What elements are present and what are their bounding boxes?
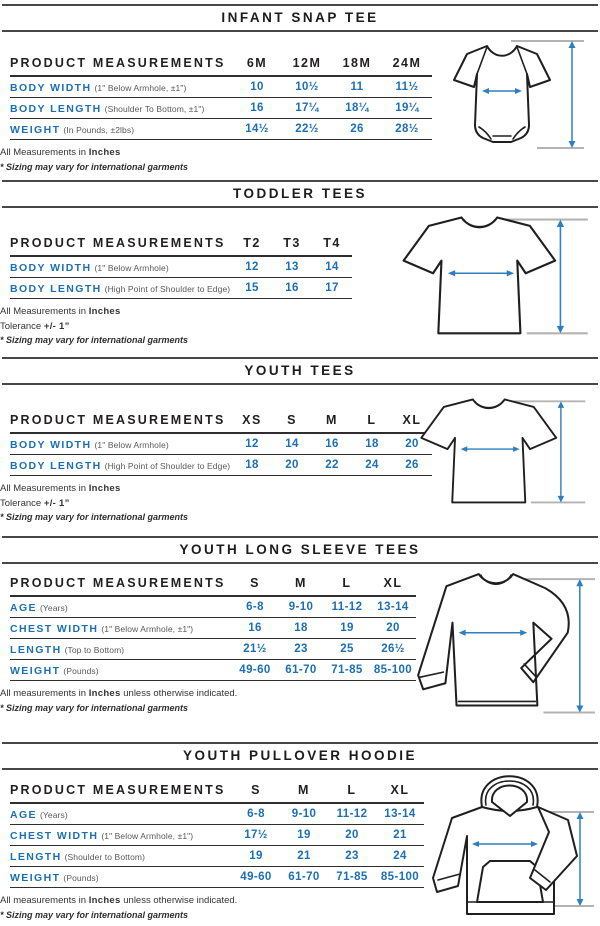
row-label-cell bbox=[10, 867, 232, 888]
value-cell: 18 bbox=[352, 433, 392, 455]
value-cell: 13 bbox=[272, 256, 312, 278]
row-label-cell bbox=[10, 596, 232, 618]
row-note: (In Pounds, ±2lbs) bbox=[63, 125, 135, 135]
size-column-header: 12M bbox=[282, 56, 332, 76]
row-label: BODY LENGTH bbox=[10, 460, 102, 472]
row-note: (1" Below Armhole) bbox=[94, 263, 169, 273]
value-cell: 71-85 bbox=[324, 660, 370, 681]
row-label: BODY LENGTH bbox=[10, 103, 102, 115]
section-infant-snap-tee bbox=[0, 0, 600, 180]
value-cell: 26 bbox=[392, 455, 432, 476]
value-cell: 17½ bbox=[232, 825, 280, 846]
row-label: WEIGHT bbox=[10, 665, 61, 677]
value-cell: 22½ bbox=[282, 119, 332, 140]
measurement-row bbox=[10, 76, 432, 98]
value-cell: 19 bbox=[232, 846, 280, 867]
measurement-row bbox=[10, 119, 432, 140]
value-cell: 16 bbox=[232, 618, 278, 639]
value-cell: 10½ bbox=[282, 76, 332, 98]
row-note: (High Point of Shoulder to Edge) bbox=[104, 284, 231, 294]
measurement-footnote: Tolerance +/- 1” bbox=[0, 497, 70, 509]
youth-tee-illustration bbox=[411, 391, 589, 511]
value-cell: 24 bbox=[376, 846, 424, 867]
value-cell: 21 bbox=[376, 825, 424, 846]
size-column-header: T2 bbox=[232, 236, 272, 256]
value-cell: 24 bbox=[352, 455, 392, 476]
section-title: TODDLER TEES bbox=[232, 186, 367, 201]
row-label-cell bbox=[10, 76, 232, 98]
pullover-hoodie-illustration bbox=[422, 760, 597, 922]
row-note: (Pounds) bbox=[63, 666, 99, 676]
value-cell: 20 bbox=[328, 825, 376, 846]
row-label: WEIGHT bbox=[10, 872, 61, 884]
measurement-table bbox=[10, 783, 424, 888]
sizing-disclaimer: * Sizing may vary for international garments bbox=[0, 161, 189, 172]
value-cell: 19 bbox=[324, 618, 370, 639]
measurement-footnote: All Measurements in Inches bbox=[0, 306, 121, 317]
value-cell: 19 bbox=[280, 825, 328, 846]
value-cell: 11-12 bbox=[328, 803, 376, 825]
row-note: (Top to Bottom) bbox=[64, 645, 125, 655]
table-header-label: PRODUCT MEASUREMENTS bbox=[10, 56, 232, 76]
value-cell: 20 bbox=[392, 433, 432, 455]
row-label-cell bbox=[10, 256, 232, 278]
value-cell: 23 bbox=[278, 639, 324, 660]
measurement-row bbox=[10, 278, 352, 299]
measurement-footnote: All measurements in Inches unless otherwise indicated. bbox=[0, 895, 238, 906]
section-header bbox=[2, 536, 598, 564]
measurement-footnote: All measurements in Inches unless otherwise indicated. bbox=[0, 688, 238, 699]
value-cell: 18 bbox=[232, 455, 272, 476]
section-youth-long-sleeve-tees bbox=[0, 536, 600, 742]
size-column-header: XL bbox=[392, 413, 432, 433]
measurement-footnote: All Measurements in Inches bbox=[0, 147, 121, 158]
table-header-label: PRODUCT MEASUREMENTS bbox=[10, 576, 232, 596]
size-column-header: S bbox=[272, 413, 312, 433]
long-sleeve-tee-illustration bbox=[406, 564, 598, 734]
row-label: LENGTH bbox=[10, 851, 62, 863]
value-cell: 49-60 bbox=[232, 660, 278, 681]
row-note: (1" Below Armhole, ±1") bbox=[101, 624, 194, 634]
size-column-header: XS bbox=[232, 413, 272, 433]
row-label-cell bbox=[10, 433, 232, 455]
measurement-row bbox=[10, 867, 424, 888]
size-column-header: M bbox=[278, 576, 324, 596]
row-note: (1" Below Armhole, ±1") bbox=[94, 83, 187, 93]
section-title: YOUTH LONG SLEEVE TEES bbox=[179, 542, 421, 557]
value-cell: 16 bbox=[232, 98, 282, 119]
row-note: (Shoulder To Bottom, ±1") bbox=[104, 104, 205, 114]
sizing-disclaimer: * Sizing may vary for international garments bbox=[0, 512, 189, 522]
row-label-cell bbox=[10, 119, 232, 140]
value-cell: 6-8 bbox=[232, 596, 278, 618]
length-arrow bbox=[576, 579, 583, 712]
value-cell: 11 bbox=[332, 76, 382, 98]
measurement-row bbox=[10, 596, 416, 618]
hoodie-outline bbox=[433, 776, 577, 914]
body-length-arrow bbox=[558, 401, 565, 502]
value-cell: 10 bbox=[232, 76, 282, 98]
size-column-header: T4 bbox=[312, 236, 352, 256]
row-label-cell bbox=[10, 846, 232, 867]
row-note: (Years) bbox=[39, 603, 68, 613]
size-column-header: L bbox=[324, 576, 370, 596]
toddler-tee-illustration bbox=[392, 208, 592, 343]
value-cell: 71-85 bbox=[328, 867, 376, 888]
sizing-disclaimer: * Sizing may vary for international garments bbox=[0, 909, 189, 920]
row-label-cell bbox=[10, 660, 232, 681]
length-arrow bbox=[577, 812, 584, 906]
measurement-footnote: Tolerance +/- 1” bbox=[0, 320, 70, 332]
value-cell: 11-12 bbox=[324, 596, 370, 618]
value-cell: 11½ bbox=[382, 76, 432, 98]
value-cell: 18 bbox=[278, 618, 324, 639]
row-label: WEIGHT bbox=[10, 124, 61, 136]
size-column-header: T3 bbox=[272, 236, 312, 256]
size-column-header: 6M bbox=[232, 56, 282, 76]
value-cell: 14 bbox=[272, 433, 312, 455]
section-header bbox=[2, 180, 598, 208]
row-label: BODY WIDTH bbox=[10, 82, 92, 94]
value-cell: 9-10 bbox=[278, 596, 324, 618]
value-cell: 21 bbox=[280, 846, 328, 867]
row-label-cell bbox=[10, 825, 232, 846]
measurement-table bbox=[10, 413, 432, 476]
section-title: YOUTH PULLOVER HOODIE bbox=[182, 748, 417, 763]
body-length-arrow bbox=[557, 220, 564, 334]
value-cell: 6-8 bbox=[232, 803, 280, 825]
measurement-row bbox=[10, 803, 424, 825]
section-youth-tees bbox=[0, 357, 600, 536]
value-cell: 9-10 bbox=[280, 803, 328, 825]
row-note: (Shoulder to Bottom) bbox=[64, 852, 146, 862]
section-header bbox=[2, 4, 598, 32]
measurement-row bbox=[10, 846, 424, 867]
value-cell: 26 bbox=[332, 119, 382, 140]
measurement-row bbox=[10, 455, 432, 476]
value-cell: 61-70 bbox=[278, 660, 324, 681]
size-column-header: XL bbox=[370, 576, 416, 596]
long-sleeve-outline bbox=[418, 574, 569, 705]
row-label: BODY WIDTH bbox=[10, 262, 92, 274]
body-length-arrow bbox=[569, 41, 576, 148]
value-cell: 16 bbox=[272, 278, 312, 299]
tee-outline bbox=[421, 399, 556, 502]
value-cell: 25 bbox=[324, 639, 370, 660]
row-label-cell bbox=[10, 98, 232, 119]
value-cell: 13-14 bbox=[370, 596, 416, 618]
row-label: AGE bbox=[10, 809, 37, 821]
sizing-disclaimer: * Sizing may vary for international garments bbox=[0, 335, 189, 345]
measurement-footnote: All Measurements in Inches bbox=[0, 483, 121, 494]
row-label-cell bbox=[10, 278, 232, 299]
size-column-header: 24M bbox=[382, 56, 432, 76]
measurement-table bbox=[10, 56, 432, 140]
size-column-header: XL bbox=[376, 783, 424, 803]
row-label-cell bbox=[10, 455, 232, 476]
size-column-header: L bbox=[328, 783, 376, 803]
value-cell: 61-70 bbox=[280, 867, 328, 888]
value-cell: 12 bbox=[232, 256, 272, 278]
row-label-cell bbox=[10, 618, 232, 639]
measurement-row bbox=[10, 618, 416, 639]
row-note: (1" Below Armhole) bbox=[94, 440, 169, 450]
row-label: BODY LENGTH bbox=[10, 283, 102, 295]
value-cell: 15 bbox=[232, 278, 272, 299]
row-label-cell bbox=[10, 803, 232, 825]
row-label: CHEST WIDTH bbox=[10, 623, 99, 635]
section-youth-pullover-hoodie bbox=[0, 742, 600, 926]
value-cell: 49-60 bbox=[232, 867, 280, 888]
row-label: CHEST WIDTH bbox=[10, 830, 99, 842]
measurement-row bbox=[10, 256, 352, 278]
measurement-table bbox=[10, 576, 416, 681]
value-cell: 85-100 bbox=[376, 867, 424, 888]
size-column-header: 18M bbox=[332, 56, 382, 76]
row-label: AGE bbox=[10, 602, 37, 614]
value-cell: 22 bbox=[312, 455, 352, 476]
infant-onesie-illustration bbox=[437, 30, 587, 160]
size-column-header: S bbox=[232, 576, 278, 596]
sizing-disclaimer: * Sizing may vary for international garments bbox=[0, 702, 189, 713]
value-cell: 17¼ bbox=[282, 98, 332, 119]
value-cell: 12 bbox=[232, 433, 272, 455]
value-cell: 28½ bbox=[382, 119, 432, 140]
value-cell: 14 bbox=[312, 256, 352, 278]
table-header-label: PRODUCT MEASUREMENTS bbox=[10, 236, 232, 256]
size-column-header: L bbox=[352, 413, 392, 433]
value-cell: 20 bbox=[370, 618, 416, 639]
measurement-row bbox=[10, 433, 432, 455]
table-header-label: PRODUCT MEASUREMENTS bbox=[10, 783, 232, 803]
table-header-label: PRODUCT MEASUREMENTS bbox=[10, 413, 232, 433]
row-label-cell bbox=[10, 639, 232, 660]
value-cell: 85-100 bbox=[370, 660, 416, 681]
value-cell: 16 bbox=[312, 433, 352, 455]
measurement-row bbox=[10, 825, 424, 846]
value-cell: 13-14 bbox=[376, 803, 424, 825]
measurement-table bbox=[10, 236, 352, 299]
size-column-header: S bbox=[232, 783, 280, 803]
section-toddler-tees bbox=[0, 180, 600, 357]
tee-outline bbox=[404, 217, 556, 333]
size-column-header: M bbox=[280, 783, 328, 803]
row-note: (Years) bbox=[39, 810, 68, 820]
value-cell: 17 bbox=[312, 278, 352, 299]
row-note: (Pounds) bbox=[63, 873, 99, 883]
section-header bbox=[2, 357, 598, 385]
value-cell: 20 bbox=[272, 455, 312, 476]
measurement-row bbox=[10, 98, 432, 119]
size-column-header: M bbox=[312, 413, 352, 433]
row-label: LENGTH bbox=[10, 644, 62, 656]
onesie-outline bbox=[454, 46, 550, 142]
value-cell: 23 bbox=[328, 846, 376, 867]
value-cell: 26½ bbox=[370, 639, 416, 660]
measurement-row bbox=[10, 660, 416, 681]
value-cell: 21½ bbox=[232, 639, 278, 660]
row-note: (High Point of Shoulder to Edge) bbox=[104, 461, 231, 471]
value-cell: 18¼ bbox=[332, 98, 382, 119]
section-title: INFANT SNAP TEE bbox=[221, 10, 379, 25]
measurement-row bbox=[10, 639, 416, 660]
row-note: (1" Below Armhole, ±1") bbox=[101, 831, 194, 841]
value-cell: 14½ bbox=[232, 119, 282, 140]
value-cell: 19¼ bbox=[382, 98, 432, 119]
row-label: BODY WIDTH bbox=[10, 439, 92, 451]
section-title: YOUTH TEES bbox=[244, 363, 356, 378]
